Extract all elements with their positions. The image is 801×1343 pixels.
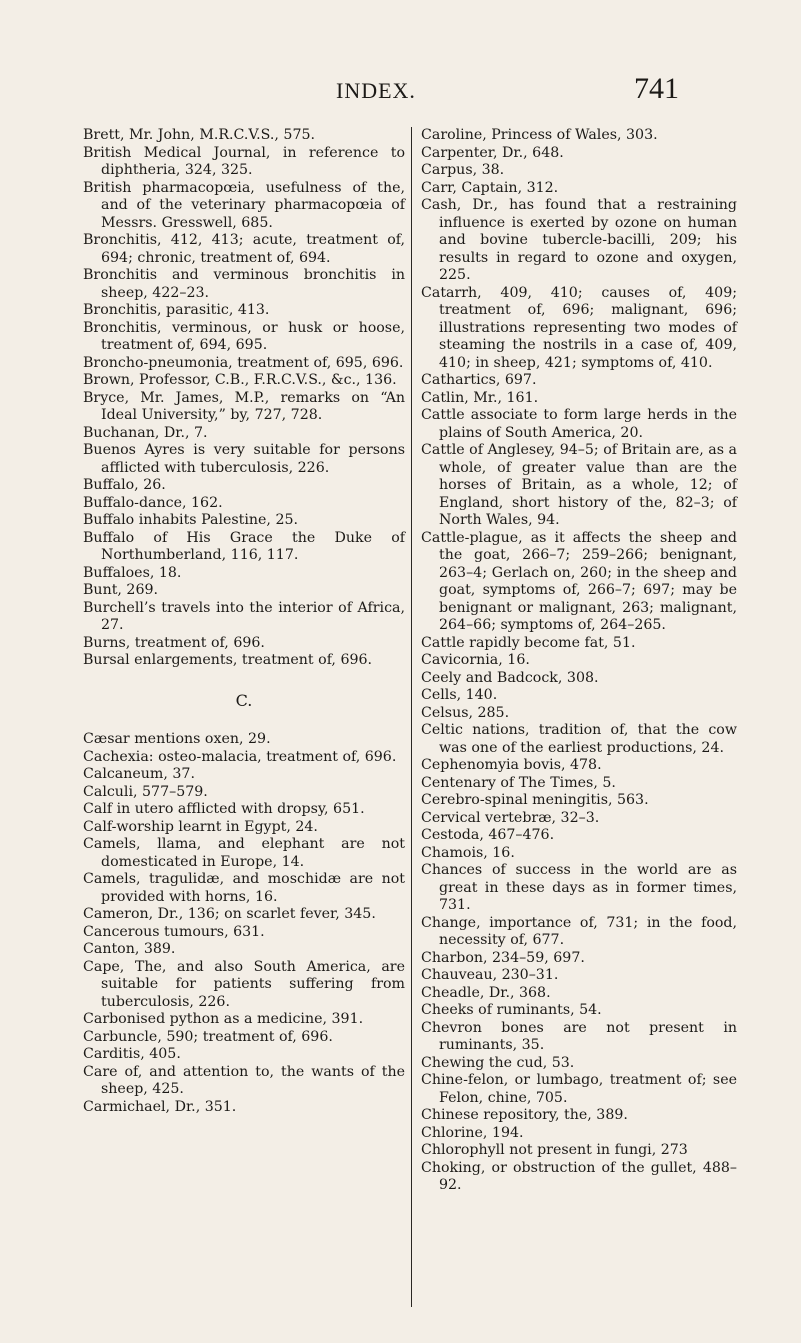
index-entry: Calcaneum, 37. <box>83 766 195 782</box>
index-entry: Chances of success in the world are as great in these days as in former times, 731. <box>421 862 737 913</box>
index-entry: Cathartics, 697. <box>421 372 537 388</box>
index-entry: British pharmacopœia, usefulness of the, and of the veterinary pharmacopœia of Messrs. Gresswell, 685. <box>83 179 405 231</box>
index-entry: Buffalo-dance, 162. <box>83 494 223 511</box>
index-entry: Carditis, 405. <box>83 1046 181 1062</box>
left-column <box>83 127 405 1116</box>
index-entry: Care of, and attention to, the wants of the sheep, 425. <box>83 1063 405 1097</box>
index-entry: Carpenter, Dr., 648. <box>421 144 564 161</box>
index-entry: Caroline, Princess of Wales, 303. <box>421 127 658 143</box>
index-entry: Carpus, 38. <box>421 162 505 178</box>
index-entry: Buenos Ayres is very suitable for persons afflicted with tuberculosis, 226. <box>83 442 405 476</box>
index-entry: Canton, 389. <box>83 941 176 957</box>
index-entry: Cattle of Anglesey, 94–5; of Britain are, as a whole, of greater value than are the horses of Britain, as a whole, 12; of England, short history of the, 82–3; of North Wales, 94. <box>421 442 737 528</box>
section-letter-c: C. <box>235 690 253 710</box>
index-entry: Charbon, 234–59, 697. <box>421 949 585 966</box>
index-entry: Brown, Professor, C.B., F.R.C.V.S., &c., 136. <box>83 372 397 388</box>
index-entry: Chine-felon, or lumbago, treatment of; see Felon, chine, 705. <box>421 1072 737 1106</box>
index-entry: Calculi, 577–579. <box>83 783 208 800</box>
running-title: INDEX. <box>336 78 416 103</box>
index-entry: Bronchitis, 412, 413; acute, treatment of, 694; chronic, treatment of, 694. <box>83 232 405 266</box>
index-entry: Catarrh, 409, 410; causes of, 409; treatment of, 696; malignant, 696; illustrations representing two modes of steaming the nostrils in a case of, 409, 410; in sheep, 421; symptoms of, 410. <box>421 284 737 371</box>
index-entry: Celtic nations, tradition of, that the cow was one of the earliest productions, 24. <box>421 722 737 756</box>
index-entry: Cancerous tumours, 631. <box>83 923 265 940</box>
index-entry: Catlin, Mr., 161. <box>421 389 539 406</box>
index-entry: Cerebro-spinal meningitis, 563. <box>421 792 649 808</box>
index-entry: Broncho-pneumonia, treatment of, 695, 696. <box>83 354 404 371</box>
index-entry: Choking, or obstruction of the gullet, 488–92. <box>421 1159 737 1193</box>
index-entry: Brett, Mr. John, M.R.C.V.S., 575. <box>83 127 316 143</box>
index-entry: Burns, treatment of, 696. <box>83 634 265 651</box>
index-entry: Chamois, 16. <box>421 844 515 861</box>
index-entry: Bunt, 269. <box>83 582 159 598</box>
entries-b <box>83 127 405 670</box>
index-entry: British Medical Journal, in reference to diphtheria, 324, 325. <box>83 144 405 178</box>
index-entry: Cheadle, Dr., 368. <box>421 984 551 1001</box>
index-entry: Bryce, Mr. James, M.P., remarks on “An Ideal University,” by, 727, 728. <box>83 389 405 423</box>
index-entry: Calf-worship learnt in Egypt, 24. <box>83 818 318 835</box>
index-entry: Buffalo of His Grace the Duke of Northumberland, 116, 117. <box>83 529 405 563</box>
index-entry: Cash, Dr., has found that a restraining influence is exerted by ozone on human and bovine tubercle-bacilli, 209; his results in regard to ozone and oxygen, 225. <box>421 197 737 283</box>
index-entry: Buffalo inhabits Palestine, 25. <box>83 512 299 528</box>
index-entry: Buchanan, Dr., 7. <box>83 424 208 441</box>
index-entry: Camels, tragulidæ, and moschidæ are not provided with horns, 16. <box>83 871 405 905</box>
index-entry: Cattle associate to form large herds in the plains of South America, 20. <box>421 407 737 441</box>
index-entry: Cavicornia, 16. <box>421 652 530 668</box>
index-entry: Buffalo, 26. <box>83 477 166 493</box>
index-entry: Buffaloes, 18. <box>83 564 182 581</box>
index-entry: Cattle-plague, as it affects the sheep and the goat, 266–7; 259–266; benignant, 263–4; Gerlach on, 260; in the sheep and goat, symptoms of, 266–7; 697; may be benignant or malignant, 263; malignant, 264–66; symptoms of, 264–265. <box>421 529 737 633</box>
index-entry: Chlorine, 194. <box>421 1124 524 1141</box>
index-entry: Chauveau, 230–31. <box>421 967 559 983</box>
index-entry: Celsus, 285. <box>421 704 510 721</box>
index-entry: Carbonised python as a medicine, 391. <box>83 1011 364 1027</box>
index-entry: Cervical vertebræ, 32–3. <box>421 809 600 826</box>
page-number: 741 <box>634 72 679 105</box>
index-entry: Change, importance of, 731; in the food, necessity of, 677. <box>421 914 737 948</box>
index-entry: Cestoda, 467–476. <box>421 827 555 843</box>
index-entry: Ceely and Badcock, 308. <box>421 669 599 686</box>
index-entry: Cattle rapidly become fat, 51. <box>421 634 636 651</box>
column-divider <box>411 127 412 1307</box>
index-entry: Bronchitis, verminous, or husk or hoose, treatment of, 694, 695. <box>83 319 405 353</box>
index-entry: Cæsar mentions oxen, 29. <box>83 731 271 747</box>
index-entry: Calf in utero afflicted with dropsy, 651. <box>83 801 365 817</box>
index-entry: Centenary of The Times, 5. <box>421 774 616 791</box>
index-entry: Carr, Captain, 312. <box>421 179 559 196</box>
right-column <box>421 127 737 1195</box>
index-entry: Bronchitis and verminous bronchitis in sheep, 422–23. <box>83 267 405 301</box>
index-entry: Chinese repository, the, 389. <box>421 1107 628 1123</box>
index-entry: Cameron, Dr., 136; on scarlet fever, 345. <box>83 906 376 922</box>
index-entry: Chlorophyll not present in fungi, 273 <box>421 1142 688 1158</box>
index-entry: Cephenomyia bovis, 478. <box>421 757 602 773</box>
index-entry: Bursal enlargements, treatment of, 696. <box>83 652 373 668</box>
index-entry: Cells, 140. <box>421 687 498 703</box>
index-entry: Bronchitis, parasitic, 413. <box>83 302 270 318</box>
index-entry: Cape, The, and also South America, are suitable for patients suffering from tuberculosis, 226. <box>83 958 405 1010</box>
page-header <box>0 70 801 110</box>
entries-right <box>421 127 737 1195</box>
index-entry: Cheeks of ruminants, 54. <box>421 1002 602 1018</box>
index-entry: Carmichael, Dr., 351. <box>83 1098 237 1115</box>
index-entry: Burchell’s travels into the interior of Africa, 27. <box>83 599 405 633</box>
index-entry: Carbuncle, 590; treatment of, 696. <box>83 1028 333 1045</box>
index-entry: Chewing the cud, 53. <box>421 1054 575 1071</box>
index-entry: Cachexia: osteo-malacia, treatment of, 696. <box>83 748 397 765</box>
entries-c <box>83 731 405 1116</box>
index-entry: Chevron bones are not present in ruminants, 35. <box>421 1019 737 1053</box>
index-entry: Camels, llama, and elephant are not domesticated in Europe, 14. <box>83 836 405 870</box>
